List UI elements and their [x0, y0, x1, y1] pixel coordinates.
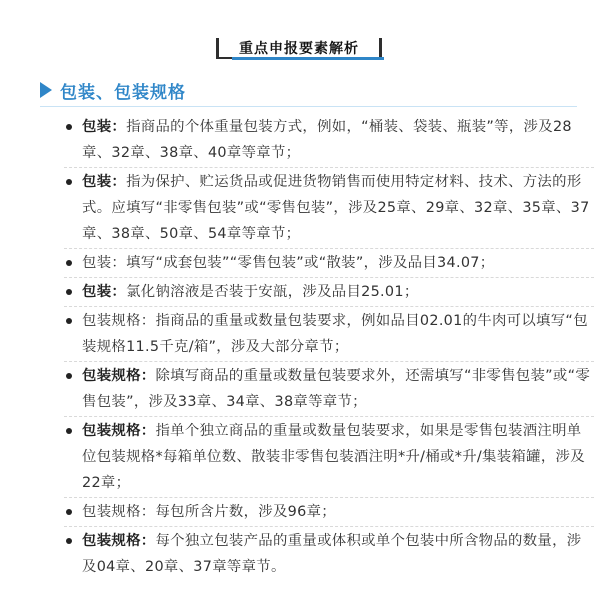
- item-term: 包装: [82, 119, 112, 135]
- title-underline: [232, 57, 384, 60]
- list-item: [64, 528, 594, 581]
- bullet-icon: [66, 260, 72, 266]
- list-item: [64, 499, 594, 527]
- item-term: 包装规格: [82, 368, 141, 384]
- list-item: [64, 279, 594, 307]
- section-title: 包装、包装规格: [60, 82, 186, 103]
- item-separator: ：: [140, 313, 156, 329]
- bullet-icon: [66, 373, 72, 379]
- item-separator: ：: [140, 533, 156, 549]
- list-item: [64, 363, 594, 417]
- item-separator: ：: [111, 284, 127, 300]
- bullet-icon: [66, 124, 72, 130]
- list-item: [64, 308, 594, 362]
- item-separator: ：: [140, 504, 156, 520]
- item-text: 填写“成套包装”“零售包装”或“散装”，涉及品目34.07；: [126, 255, 495, 271]
- item-separator: ：: [111, 119, 127, 135]
- item-text: 指商品的个体重量包装方式，例如，“桶装、袋装、瓶装”等，涉及28章、32章、38章、40章等章节；: [82, 119, 572, 161]
- item-term: 包装规格: [82, 313, 141, 329]
- definition-list: [64, 114, 594, 582]
- item-text: 氯化钠溶液是否装于安瓿，涉及品目25.01；: [126, 284, 419, 300]
- item-term: 包装规格: [82, 423, 141, 439]
- item-text: 指商品的重量或数量包装要求，例如品目02.01的牛肉可以填写“包装规格11.5千克/箱”，涉及大部分章节；: [82, 313, 588, 355]
- list-item: [64, 114, 594, 168]
- item-separator: ：: [111, 174, 127, 190]
- section-divider: [40, 106, 577, 107]
- item-term: 包装规格: [82, 533, 141, 549]
- item-term: 包装规格: [82, 504, 141, 520]
- section-header: [40, 78, 186, 102]
- page-title: 重点申报要素解析: [239, 41, 359, 57]
- item-text: 指为保护、贮运货品或促进货物销售而使用特定材料、技术、方法的形式。应填写“非零售包装”或“零售包装”，涉及25章、29章、32章、35章、37章、38章、50章、54章等章节；: [82, 174, 590, 242]
- item-term: 包装: [82, 284, 112, 300]
- title-box: [216, 38, 382, 58]
- bullet-icon: [66, 538, 72, 544]
- item-separator: ：: [111, 255, 127, 271]
- item-text: 除填写商品的重量或数量包装要求外，还需填写“非零售包装”或“零售包装”，涉及33章、34章、38章等章节；: [82, 368, 591, 410]
- item-separator: ：: [140, 423, 156, 439]
- triangle-arrow-icon: [40, 82, 52, 98]
- item-separator: ：: [140, 368, 156, 384]
- bullet-icon: [66, 428, 72, 434]
- bullet-icon: [66, 179, 72, 185]
- bullet-icon: [66, 509, 72, 515]
- bullet-icon: [66, 289, 72, 295]
- item-text: 每个独立包装产品的重量或体积或单个包装中所含物品的数量，涉及04章、20章、37章等章节。: [82, 533, 582, 575]
- item-term: 包装: [82, 255, 112, 271]
- item-text: 指单个独立商品的重量或数量包装要求，如果是零售包装酒注明单位包装规格*每箱单位数、散装非零售包装酒注明*升/桶或*升/集装箱罐，涉及22章；: [82, 423, 585, 491]
- list-item: [64, 169, 594, 249]
- item-term: 包装: [82, 174, 112, 190]
- header: [0, 0, 615, 64]
- item-text: 每包所含片数，涉及96章；: [155, 504, 336, 520]
- list-item: [64, 418, 594, 498]
- list-item: [64, 250, 594, 278]
- bullet-icon: [66, 318, 72, 324]
